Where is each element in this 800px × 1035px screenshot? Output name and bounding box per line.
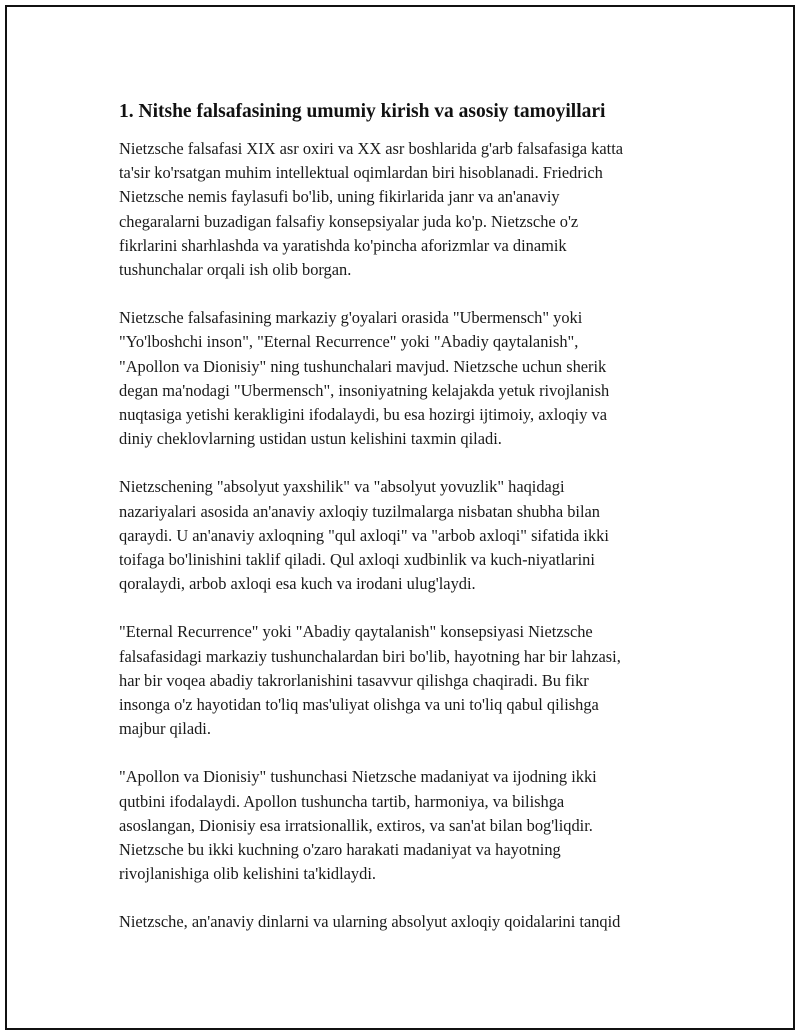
text-line: "Apollon va Dionisiy" tushunchasi Nietzsche madaniyat va ijodning ikki bbox=[119, 767, 597, 787]
text-line: asoslangan, Dionisiy esa irratsionallik, extiros, va san'at bilan bog'liqdir. bbox=[119, 815, 593, 835]
paragraph-1 bbox=[119, 137, 699, 282]
text-line: nuqtasiga yetishi kerakligini ifodalaydi, bu esa hozirgi ijtimoiy, axloqiy va bbox=[119, 405, 607, 425]
text-line: qaraydi. U an'anaviy axloqning "qul axloqi" va "arbob axloqi" sifatida ikki bbox=[119, 525, 609, 545]
document-body bbox=[119, 99, 699, 959]
text-line: diniy cheklovlarning ustidan ustun kelishini taxmin qiladi. bbox=[119, 429, 502, 449]
text-line: Nietzsche falsafasi XIX asr oxiri va XX asr boshlarida g'arb falsafasiga katta bbox=[119, 139, 624, 158]
text-line: rivojlanishiga olib kelishini ta'kidlaydi. bbox=[119, 864, 376, 884]
text-line: Nietzsche bu ikki kuchning o'zaro harakati madaniyat va hayotning bbox=[119, 840, 561, 860]
text-line: har bir voqea abadiy takrorlanishini tasavvur qilishga chaqiradi. Bu fikr bbox=[119, 670, 589, 690]
paragraph-4 bbox=[119, 620, 699, 741]
text-line: ta'sir ko'rsatgan muhim intellektual oqimlardan biri hisoblanadi. Friedrich bbox=[119, 163, 603, 183]
paragraph-2 bbox=[119, 306, 699, 451]
text-line: Nietzschening "absolyut yaxshilik" va "absolyut yovuzlik" haqidagi bbox=[119, 477, 565, 497]
paragraph-6 bbox=[119, 910, 699, 934]
text-line: nazariyalari asosida an'anaviy axloqiy tuzilmalarga nisbatan shubha bilan bbox=[119, 501, 601, 521]
text-line: degan ma'nodagi "Ubermensch", insoniyatning kelajakda yetuk rivojlanish bbox=[119, 380, 610, 400]
text-line: Nietzsche falsafasining markaziy g'oyalari orasida "Ubermensch" yoki bbox=[119, 308, 583, 328]
text-line: "Eternal Recurrence" yoki "Abadiy qaytalanish" konsepsiyasi Nietzsche bbox=[119, 622, 593, 642]
text-line: qoralaydi, arbob axloqi esa kuch va irodani ulug'laydi. bbox=[119, 574, 476, 594]
text-line: insonga o'z hayotidan to'liq mas'uliyat olishga va uni to'liq qabul qilishga bbox=[119, 695, 599, 715]
paragraph-5 bbox=[119, 765, 699, 886]
text-line: Nietzsche nemis faylasufi bo'lib, uning fikirlarida janr va an'anaviy bbox=[119, 187, 560, 207]
text-line: toifaga bo'linishini taklif qiladi. Qul axloqi xudbinlik va kuch-niyatlarini bbox=[119, 550, 595, 570]
paragraph-3 bbox=[119, 475, 699, 596]
text-line: falsafasidagi markaziy tushunchalardan biri bo'lib, hayotning har bir lahzasi, bbox=[119, 646, 621, 666]
page-frame bbox=[5, 5, 795, 1030]
text-line: "Apollon va Dionisiy" ning tushunchalari mavjud. Nietzsche uchun sherik bbox=[119, 356, 607, 376]
text-line: tushunchalar orqali ish olib borgan. bbox=[119, 260, 352, 280]
text-line: Nietzsche, an'anaviy dinlarni va ularning absolyut axloqiy qoidalarini tanqid bbox=[119, 912, 621, 932]
text-line: qutbini ifodalaydi. Apollon tushuncha tartib, harmoniya, va bilishga bbox=[119, 791, 565, 811]
text-line: majbur qiladi. bbox=[119, 719, 211, 739]
text-line: "Yo'lboshchi inson", "Eternal Recurrence" yoki "Abadiy qaytalanish", bbox=[119, 332, 579, 352]
text-line: chegaralarni buzadigan falsafiy konsepsiyalar juda ko'p. Nietzsche o'z bbox=[119, 211, 579, 231]
text-line: fikrlarini sharhlashda va yaratishda ko'pincha aforizmlar va dinamik bbox=[119, 235, 567, 255]
section-heading: 1. Nitshe falsafasining umumiy kirish va asosiy tamoyillari bbox=[119, 101, 606, 122]
